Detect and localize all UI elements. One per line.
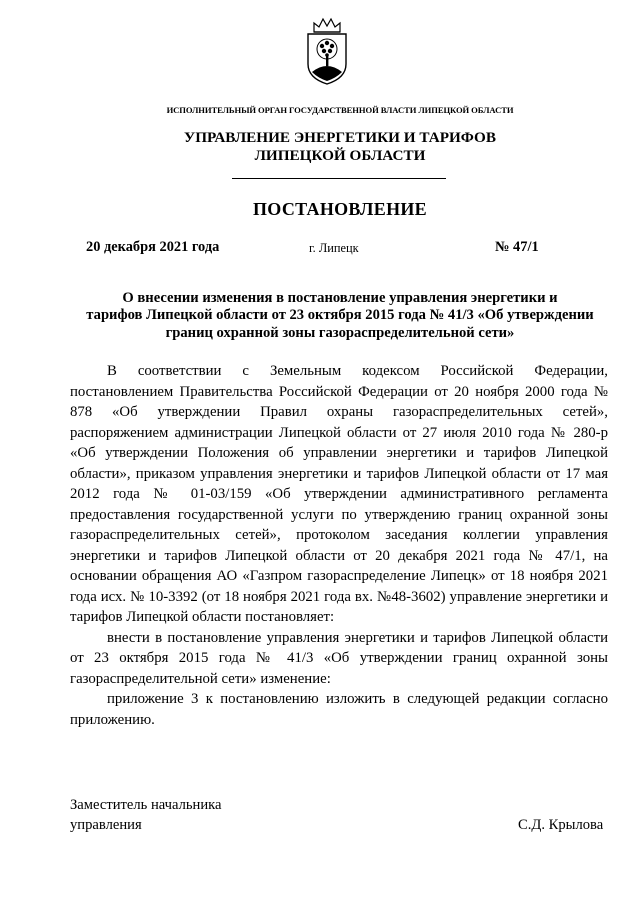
subject-line-3: границ охранной зоны газораспределительной сети» — [165, 324, 515, 341]
document-date: 20 декабря 2021 года — [86, 239, 220, 255]
document-type: ПОСТАНОВЛЕНИЕ — [253, 199, 427, 219]
signatory-title-line-2: управления — [70, 817, 142, 833]
document-subject — [62, 290, 618, 342]
document-body — [70, 361, 608, 730]
body-paragraph-1: В соответствии с Земельным кодексом Российской Федерации, постановлением Правительства Российской Федерации от 20 ноября 2000 года № 878 «Об утверждении Правил охраны газораспределительных сетей», распоряжением администрации Липецкой области от 27 июля 2010 года № 280-р «Об утверждении Положения об управлении энергетики и тарифов Липецкой области», приказом управления энергетики и тарифов Липецкой области от 17 мая 2012 года № 01-03/159 «Об утверждении административного регламента предоставления государственной услуги по утверждению границ охранной зоны газораспределительных сетей», протоколом заседания коллегии управления энергетики и тарифов Липецкой области от 20 декабря 2021 года № 47/1, на основании обращения АО «Газпром газораспределение Липецк» от 18 ноября 2021 года исх. № 10-3392 (от 18 ноября 2021 года вх. №48-3602) управление энергетики и тарифов Липецкой области постановляет: — [70, 363, 608, 625]
header-divider — [232, 178, 446, 179]
department-line-2: ЛИПЕЦКОЙ ОБЛАСТИ — [254, 147, 426, 164]
signatory-title — [70, 795, 222, 835]
document-city: г. Липецк — [309, 241, 359, 255]
document-number: № 47/1 — [495, 239, 539, 255]
authority-name: ИСПОЛНИТЕЛЬНЫЙ ОРГАН ГОСУДАРСТВЕННОЙ ВЛАСТИ ЛИПЕЦКОЙ ОБЛАСТИ — [166, 105, 514, 115]
signatory-title-line-1: Заместитель начальника — [70, 797, 222, 813]
signatory-name: С.Д. Крылова — [518, 817, 604, 833]
department-line-1: УПРАВЛЕНИЕ ЭНЕРГЕТИКИ И ТАРИФОВ — [184, 129, 496, 146]
subject-line-2: тарифов Липецкой области от 23 октября 2015 года № 41/3 «Об утверждении — [86, 307, 594, 324]
body-paragraph-2: внести в постановление управления энергетики и тарифов Липецкой области от 23 октября 2015 года № 41/3 «Об утверждении границ охранной зоны газораспределительной сети» изменение: — [70, 629, 608, 687]
body-paragraph-3: приложение 3 к постановлению изложить в следующей редакции согласно приложению. — [70, 691, 608, 728]
department-name — [0, 129, 640, 165]
subject-line-1: О внесении изменения в постановление управления энергетики и — [122, 290, 558, 306]
lipetsk-coat-of-arms-icon — [302, 16, 352, 86]
